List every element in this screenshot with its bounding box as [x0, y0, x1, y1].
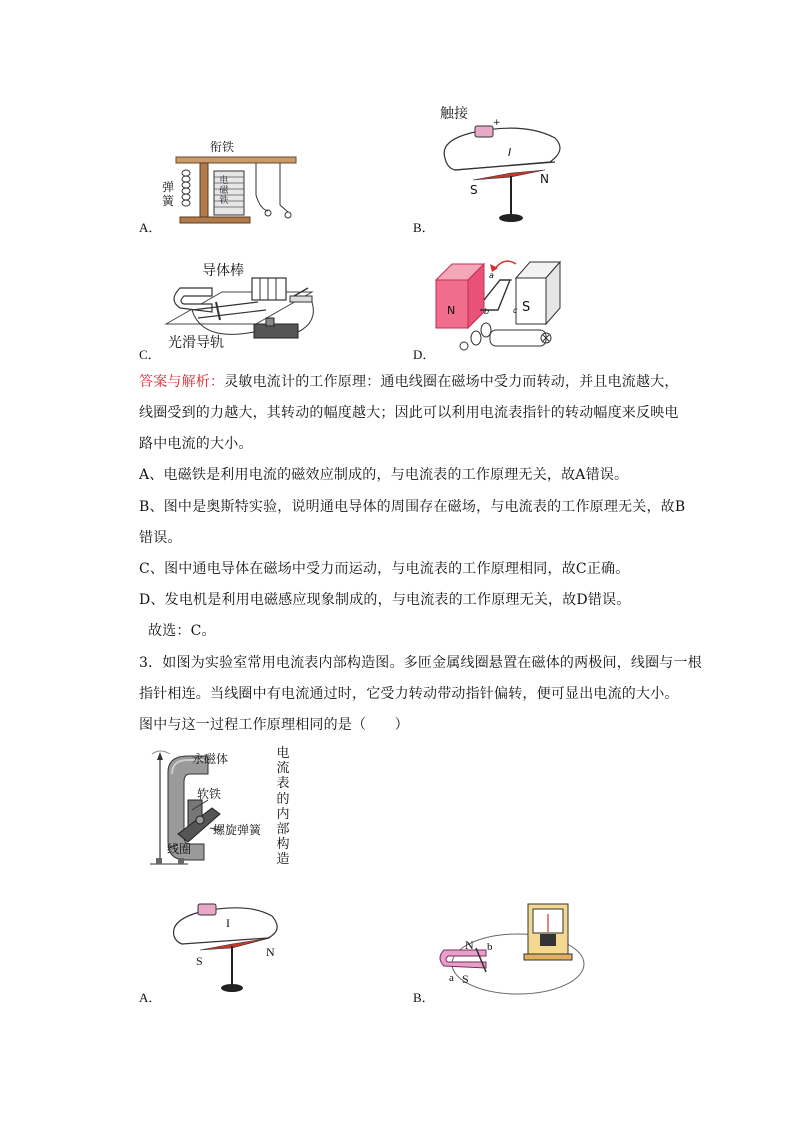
d-south-label: S: [522, 300, 531, 315]
d-b-label: b: [484, 307, 490, 316]
answer-colon: ：: [210, 374, 225, 390]
soft-iron-label: 软铁: [197, 787, 222, 801]
a2-current-label: I: [226, 916, 230, 930]
south-label: S: [470, 183, 478, 197]
ammeter-caption: 电流表的内部构造: [276, 746, 290, 868]
b2-a-label: a: [449, 972, 454, 984]
option-a2-label: A．: [139, 990, 162, 1005]
spring-label: 弹簧: [161, 180, 174, 208]
a2-north-label: N: [266, 945, 275, 959]
answer-line-1: [139, 372, 679, 392]
a2-south-label: S: [196, 954, 203, 968]
touch-label: 触接: [440, 106, 468, 122]
answer-text-1: 灵敏电流计的工作原理：通电线圈在磁场中受力而转动，并且电流越大，: [224, 374, 679, 390]
armature-label: 衔铁: [210, 140, 235, 154]
final-choice: 故选：C。: [148, 623, 216, 639]
question-3-line-2: 指针相连。当线圈中有电流通过时，它受力转动带动指针偏转，便可显出电流的大小。: [139, 686, 679, 702]
option-a-label: A．: [139, 220, 162, 235]
d-a-label: a: [489, 271, 494, 280]
spiral-spring-label: 螺旋弹簧: [213, 823, 262, 837]
b2-south-label: S: [462, 972, 469, 986]
explain-option-b-2: 错误。: [139, 530, 182, 546]
core-label: 电磁铁: [219, 176, 229, 206]
option-b2-label: B．: [413, 990, 435, 1005]
option-c-label: C．: [139, 347, 161, 362]
explain-option-a: A、电磁铁是利用电流的磁效应制成的，与电流表的工作原理无关，故A错误。: [139, 467, 629, 483]
answer-heading: 答案与解析: [139, 374, 210, 390]
b2-b-label: b: [487, 941, 493, 953]
b2-north-label: N: [465, 938, 474, 952]
figure-b2-induction: [436, 900, 586, 1000]
smooth-rail-label: 光滑导轨: [168, 335, 224, 351]
permanent-magnet-label: 永磁体: [192, 752, 229, 766]
conductor-rod-label: 导体棒: [202, 263, 244, 279]
plus-sign: +: [493, 118, 501, 128]
question-3-line-1: 3．如图为实验室常用电流表内部构造图。多匝金属线圈悬置在磁体的两极间，线圈与一根: [139, 655, 702, 671]
option-d-label: D．: [413, 347, 436, 362]
answer-line-2: 线圈受到的力越大，其转动的幅度越大；因此可以利用电流表指针的转动幅度来反映电: [139, 405, 679, 421]
d-c-label: c: [513, 306, 518, 315]
explain-option-b-1: B、图中是奥斯特实验，说明通电导体的周围存在磁场，与电流表的工作原理无关，故B: [139, 499, 686, 515]
explain-option-d: D、发电机是利用电磁感应现象制成的，与电流表的工作原理无关，故D错误。: [139, 592, 631, 608]
option-b-label: B．: [413, 220, 435, 235]
figure-b-oersted: [435, 120, 575, 230]
answer-line-3: 路中电流的大小。: [139, 436, 253, 452]
explain-option-c: C、图中通电导体在磁场中受力而运动，与电流表的工作原理相同，故C正确。: [139, 561, 630, 577]
north-label: N: [540, 172, 549, 186]
current-label: I: [508, 146, 512, 159]
coil-label: 线圈: [167, 842, 192, 856]
d-north-label: N: [447, 304, 456, 317]
question-3-line-3: 图中与这一过程工作原理相同的是（ ）: [139, 717, 409, 733]
